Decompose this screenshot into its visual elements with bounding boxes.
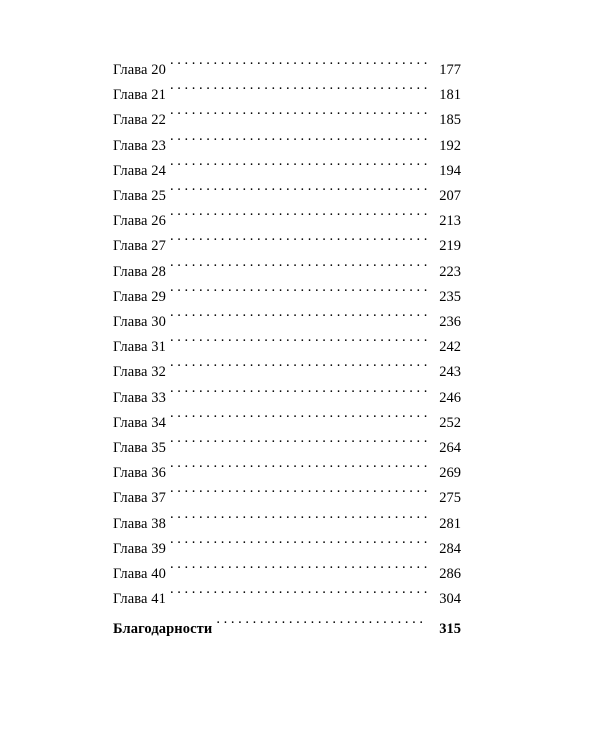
toc-entry-page-number: 264 <box>439 440 461 457</box>
toc-entry-title: Глава 35 <box>113 440 166 457</box>
toc-entry-title: Глава 29 <box>113 288 166 305</box>
toc-leader-dots <box>170 538 427 553</box>
toc-entry-title: Глава 36 <box>113 465 166 482</box>
table-of-contents <box>113 58 461 643</box>
toc-entry-title: Глава 20 <box>113 62 166 78</box>
toc-leader-dots <box>170 236 427 251</box>
toc-entry-page-number: 181 <box>439 87 461 104</box>
toc-entry-title: Глава 34 <box>113 414 166 431</box>
toc-entry-page-number: 281 <box>439 515 461 532</box>
toc-entry-page-number: 286 <box>439 566 461 583</box>
toc-entry[interactable] <box>113 134 461 159</box>
toc-entry[interactable] <box>113 234 461 259</box>
toc-entry-title: Глава 28 <box>113 263 166 280</box>
toc-leader-dots <box>170 110 427 125</box>
toc-leader-dots <box>170 412 427 427</box>
toc-entry[interactable] <box>113 310 461 335</box>
toc-leader-dots <box>170 564 427 579</box>
toc-entry[interactable] <box>113 285 461 310</box>
toc-leader-dots <box>170 488 427 503</box>
toc-entry-title: Глава 37 <box>113 490 166 507</box>
toc-entry[interactable] <box>113 159 461 184</box>
toc-entry-page-number: 243 <box>439 364 461 381</box>
toc-entry-title: Глава 31 <box>113 339 166 356</box>
toc-leader-dots <box>170 286 427 301</box>
toc-entry-page-number: 223 <box>439 263 461 280</box>
toc-entry-page-number: 284 <box>439 540 461 557</box>
toc-entry-page-number: 252 <box>439 414 461 431</box>
toc-entry-title: Благодарности <box>113 621 213 638</box>
toc-entry[interactable] <box>113 461 461 486</box>
toc-entry-page-number: 194 <box>439 162 461 179</box>
toc-leader-dots <box>170 312 427 327</box>
toc-leader-dots <box>170 261 427 276</box>
toc-entry-page-number: 315 <box>439 621 461 638</box>
toc-leader-dots <box>170 387 427 402</box>
toc-entry-page-number: 192 <box>439 137 461 154</box>
toc-entry-page-number: 304 <box>439 591 461 608</box>
toc-entry-page-number: 269 <box>439 465 461 482</box>
toc-leader-dots <box>170 362 427 377</box>
toc-entry[interactable] <box>113 58 461 83</box>
toc-entry-title: Глава 27 <box>113 238 166 255</box>
toc-entry-page-number: 213 <box>439 213 461 230</box>
toc-entry-page-number: 242 <box>439 339 461 356</box>
toc-entry[interactable] <box>113 260 461 285</box>
toc-entry-page-number: 246 <box>439 389 461 406</box>
toc-entry[interactable] <box>113 537 461 562</box>
toc-entry-page-number: 235 <box>439 288 461 305</box>
toc-entry-page-number: 219 <box>439 238 461 255</box>
toc-entry-page-number: 177 <box>439 62 461 78</box>
toc-entry-page-number: 275 <box>439 490 461 507</box>
toc-leader-dots <box>170 160 427 175</box>
toc-leader-dots <box>170 186 427 201</box>
toc-leader-dots <box>170 589 427 604</box>
toc-entry-title: Глава 40 <box>113 566 166 583</box>
toc-entry[interactable] <box>113 83 461 108</box>
toc-entry-title: Глава 30 <box>113 314 166 331</box>
toc-leader-dots <box>170 463 427 478</box>
toc-entry[interactable] <box>113 411 461 436</box>
toc-entry[interactable] <box>113 617 461 642</box>
toc-entry[interactable] <box>113 486 461 511</box>
toc-entry[interactable] <box>113 562 461 587</box>
toc-entry-title: Глава 26 <box>113 213 166 230</box>
toc-leader-dots <box>170 85 427 100</box>
toc-entry-title: Глава 33 <box>113 389 166 406</box>
toc-entry-title: Глава 39 <box>113 540 166 557</box>
toc-entry[interactable] <box>113 587 461 612</box>
toc-leader-dots <box>216 619 427 634</box>
toc-entry-title: Глава 32 <box>113 364 166 381</box>
toc-entry[interactable] <box>113 512 461 537</box>
toc-leader-dots <box>170 337 427 352</box>
toc-entry-title: Глава 24 <box>113 162 166 179</box>
toc-entry-title: Глава 25 <box>113 188 166 205</box>
toc-leader-dots <box>170 135 427 150</box>
toc-entry-title: Глава 23 <box>113 137 166 154</box>
toc-entry-title: Глава 21 <box>113 87 166 104</box>
toc-entry[interactable] <box>113 360 461 385</box>
toc-entry-page-number: 207 <box>439 188 461 205</box>
toc-entry-page-number: 236 <box>439 314 461 331</box>
toc-entry-title: Глава 22 <box>113 112 166 129</box>
toc-leader-dots <box>170 513 427 528</box>
toc-leader-dots <box>170 60 427 75</box>
toc-entry[interactable] <box>113 335 461 360</box>
toc-entry-page-number: 185 <box>439 112 461 129</box>
toc-leader-dots <box>170 211 427 226</box>
toc-entry-title: Глава 41 <box>113 591 166 608</box>
toc-entry[interactable] <box>113 209 461 234</box>
toc-leader-dots <box>170 438 427 453</box>
toc-entry[interactable] <box>113 436 461 461</box>
toc-entry[interactable] <box>113 108 461 133</box>
toc-entry[interactable] <box>113 184 461 209</box>
toc-entry-title: Глава 38 <box>113 515 166 532</box>
toc-entry[interactable] <box>113 386 461 411</box>
